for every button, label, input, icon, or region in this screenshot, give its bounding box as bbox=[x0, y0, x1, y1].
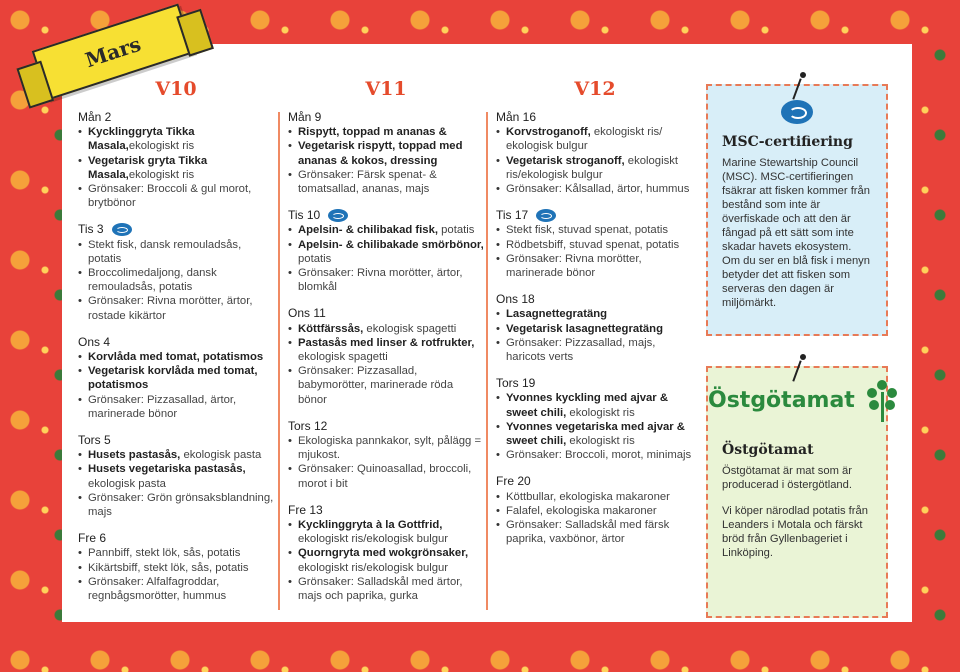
dish-item bbox=[78, 238, 274, 266]
dish-item bbox=[78, 561, 274, 575]
day-header bbox=[288, 110, 484, 124]
dish-item bbox=[496, 252, 694, 280]
day-header bbox=[496, 474, 694, 488]
day-name: Tors 12 bbox=[288, 418, 328, 433]
dish-list bbox=[288, 518, 484, 603]
dish-detail: Grönsaker: Alfalfagroddar, regnbågsmorötter, hummus bbox=[88, 575, 227, 603]
ostgotamat-logo bbox=[708, 378, 886, 422]
day-block bbox=[288, 110, 484, 196]
day-name: Fre 20 bbox=[496, 474, 531, 489]
dish-detail: Falafel, ekologiska makaroner bbox=[506, 504, 657, 517]
dish-item bbox=[78, 182, 274, 210]
dish-item bbox=[496, 448, 694, 462]
msc-info-card bbox=[706, 84, 888, 336]
dish-item bbox=[496, 322, 694, 336]
dish-detail: ekologisk spagetti bbox=[363, 322, 457, 335]
tree-icon bbox=[863, 378, 886, 422]
day-name: Fre 6 bbox=[78, 531, 107, 546]
dish-item bbox=[288, 364, 484, 407]
dish-item bbox=[288, 462, 484, 490]
dish-item bbox=[78, 266, 274, 294]
day-name: Tors 19 bbox=[496, 376, 536, 391]
dish-main: Vegetarisk gryta Tikka Masala, bbox=[88, 154, 208, 181]
dish-item bbox=[78, 294, 274, 322]
day-header bbox=[496, 376, 694, 390]
msc-fish-icon bbox=[781, 100, 813, 124]
ostgotamat-text-2: Vi köper närodlad potatis från Leanders i Motala och färskt bröd från Gyllenbageriet i Linköping. bbox=[722, 505, 868, 559]
dish-list bbox=[288, 322, 484, 407]
dish-detail: potatis bbox=[298, 252, 332, 265]
dish-item bbox=[496, 154, 694, 182]
dish-detail: ekologisk spagetti bbox=[298, 351, 388, 364]
pin-icon bbox=[800, 72, 806, 78]
dish-detail: Grönsaker: Quinoasallad, broccoli, morot i bit bbox=[298, 463, 472, 490]
day-header bbox=[78, 222, 274, 236]
dish-item bbox=[288, 546, 484, 574]
week-title: V10 bbox=[155, 78, 197, 100]
dish-item bbox=[496, 391, 694, 419]
dish-detail: ekologiskt ris/ ekologisk bulgur bbox=[506, 126, 663, 153]
dish-main: Vegetarisk stroganoff, bbox=[506, 154, 625, 167]
dish-detail: Grönsaker: Färsk spenat- & tomatsallad, ananas, majs bbox=[298, 168, 437, 196]
dish-item bbox=[78, 462, 274, 490]
msc-fish-icon bbox=[112, 223, 132, 236]
dish-main: Korvlåda med tomat, potatismos bbox=[88, 351, 264, 364]
dish-list bbox=[78, 546, 274, 603]
dish-list bbox=[288, 434, 484, 491]
dish-list bbox=[496, 125, 694, 196]
day-header bbox=[78, 335, 274, 349]
ostgotamat-info-card bbox=[706, 366, 888, 618]
dish-main: Husets pastasås, bbox=[88, 449, 181, 462]
day-name: Tis 17 bbox=[496, 208, 529, 223]
ostgotamat-brand: Östgötamat bbox=[708, 387, 855, 413]
pin-icon bbox=[800, 354, 806, 360]
dish-detail: Grönsaker: Broccoli & gul morot, brytbönor bbox=[88, 183, 252, 210]
dish-main: Apelsin- & chilibakade smörbönor, bbox=[298, 238, 484, 251]
dish-detail: ekologisk pasta bbox=[180, 449, 262, 462]
dish-item bbox=[496, 238, 694, 252]
dish-main: Pastasås med linser & rotfrukter, bbox=[298, 336, 475, 349]
ostgotamat-text-1: Östgötamat är mat som är producerad i östergötland. bbox=[722, 465, 852, 491]
day-name: Tors 5 bbox=[78, 433, 111, 448]
dish-main: Kycklinggryta Tikka Masala, bbox=[88, 126, 195, 153]
dish-item bbox=[496, 504, 694, 518]
dish-main: Kycklinggryta à la Gottfrid, bbox=[298, 519, 443, 532]
dish-main: Yvonnes kyckling med ajvar & sweet chili, bbox=[506, 392, 668, 419]
dish-detail: Broccolimedaljong, dansk remouladsås, potatis bbox=[88, 267, 217, 294]
dish-main: Vegetarisk rispytt, toppad med ananas & kokos, dressing bbox=[298, 140, 463, 167]
day-name: Fre 13 bbox=[288, 502, 323, 517]
dish-item bbox=[288, 223, 484, 237]
msc-fish-icon bbox=[536, 209, 556, 222]
dish-main: Husets vegetariska pastasås, bbox=[88, 463, 246, 476]
dish-list bbox=[496, 490, 694, 547]
dish-main: Köttfärssås, bbox=[298, 322, 364, 335]
dish-detail: ekologiskt ris bbox=[128, 168, 195, 181]
day-name: Mån 9 bbox=[288, 110, 322, 124]
dish-item bbox=[78, 154, 274, 182]
dish-detail: potatis bbox=[438, 224, 475, 237]
dish-item bbox=[288, 139, 484, 167]
dish-detail: Pannbiff, stekt lök, sås, potatis bbox=[88, 547, 241, 560]
day-block bbox=[496, 376, 694, 462]
dish-item bbox=[288, 238, 484, 266]
day-header bbox=[288, 306, 484, 320]
dish-detail: ekologiskt ris/ekologisk bulgur bbox=[298, 533, 449, 546]
dish-detail: Grönsaker: Pizzasallad, ärtor, marinerade bönor bbox=[88, 393, 237, 420]
day-header bbox=[288, 503, 484, 517]
day-header bbox=[78, 110, 274, 124]
dish-list bbox=[288, 223, 484, 294]
dish-item bbox=[288, 336, 484, 364]
week-days bbox=[496, 110, 694, 558]
dish-detail: Grönsaker: Broccoli, morot, minimajs bbox=[506, 449, 692, 462]
dish-detail: Kikärtsbiff, stekt lök, sås, potatis bbox=[88, 561, 249, 574]
dish-main: Quorngryta med wokgrönsaker, bbox=[298, 547, 469, 560]
day-header bbox=[288, 419, 484, 433]
dish-item bbox=[288, 125, 484, 139]
day-header bbox=[496, 292, 694, 306]
dish-list bbox=[78, 125, 274, 210]
msc-fish-icon bbox=[328, 209, 348, 222]
dish-item bbox=[78, 350, 274, 364]
day-block bbox=[78, 433, 274, 519]
week-title: V11 bbox=[365, 78, 407, 100]
day-header bbox=[496, 208, 694, 222]
msc-card-title: MSC-certifiering bbox=[722, 134, 853, 150]
dish-item bbox=[288, 575, 484, 603]
day-name: Ons 4 bbox=[78, 334, 111, 349]
dish-item bbox=[78, 546, 274, 560]
dish-detail: ekologiskt ris/ekologisk bulgur bbox=[506, 154, 679, 181]
dish-detail: ekologiskt ris bbox=[128, 140, 195, 153]
dish-detail: Grönsaker: Pizzasallad, babymorötter, marinerade röda bönor bbox=[298, 365, 454, 406]
dish-main: Korvstroganoff, bbox=[506, 126, 591, 139]
dish-detail: Stekt fisk, stuvad spenat, potatis bbox=[506, 224, 669, 237]
dish-item bbox=[288, 168, 484, 196]
day-block bbox=[288, 208, 484, 294]
column-divider bbox=[278, 112, 280, 610]
dish-detail: Grönsaker: Grön grönsaksblandning, majs bbox=[88, 491, 274, 519]
dish-list bbox=[496, 307, 694, 364]
dish-detail: ekologiskt ris/ekologisk bulgur bbox=[298, 561, 449, 574]
dish-detail: Rödbetsbiff, stuvad spenat, potatis bbox=[506, 238, 680, 251]
dish-list bbox=[496, 391, 694, 462]
dish-item bbox=[496, 182, 694, 196]
dish-detail: ekologiskt ris bbox=[566, 435, 635, 448]
day-header bbox=[496, 110, 694, 124]
dish-item bbox=[78, 575, 274, 603]
dish-item bbox=[78, 125, 274, 153]
dish-list bbox=[78, 238, 274, 323]
dish-item bbox=[496, 307, 694, 321]
dish-item bbox=[496, 490, 694, 504]
day-block bbox=[496, 474, 694, 546]
dish-item bbox=[496, 518, 694, 546]
dish-list bbox=[496, 223, 694, 280]
week-title: V12 bbox=[574, 78, 616, 100]
day-block bbox=[496, 292, 694, 364]
dish-main: Apelsin- & chilibakad fisk, bbox=[298, 224, 438, 237]
msc-card-text: Marine Stewartship Council (MSC). MSC-certifieringen fsäkrar att fisken kommer från bestånd som inte är överfiskade och att den är fångad på ett sätt som inte skadar havets ekosystem. Om du ser en blå fisk i menyn betyder det att fisken som serveras den dagen är miljömärkt. bbox=[722, 157, 870, 309]
day-block bbox=[78, 335, 274, 421]
dish-item bbox=[288, 434, 484, 462]
week-days bbox=[288, 110, 484, 615]
dish-main: Vegetarisk korvlåda med tomat, potatismos bbox=[88, 365, 258, 392]
day-block bbox=[288, 419, 484, 491]
dish-main: Vegetarisk lasagnettegratäng bbox=[506, 322, 663, 335]
dish-detail: Grönsaker: Kålsallad, ärtor, hummus bbox=[506, 183, 690, 196]
day-name: Ons 11 bbox=[288, 306, 326, 321]
dish-main: Rispytt, toppad m ananas & bbox=[298, 126, 447, 139]
dish-item bbox=[288, 322, 484, 336]
dish-detail: Grönsaker: Salladskål med ärtor, majs och paprika, gurka bbox=[298, 575, 463, 603]
dish-list bbox=[78, 350, 274, 421]
day-name: Mån 16 bbox=[496, 110, 537, 124]
dish-detail: Grönsaker: Rivna morötter, marinerade bönor bbox=[506, 252, 642, 280]
day-block bbox=[288, 503, 484, 603]
day-header bbox=[78, 531, 274, 545]
ostgotamat-card-title: Östgötamat bbox=[722, 442, 814, 458]
dish-detail: Ekologiska pannkakor, sylt, pålägg = mjukost. bbox=[298, 435, 482, 462]
dish-detail: Grönsaker: Pizzasallad, majs, haricots verts bbox=[506, 336, 656, 364]
dish-main: Lasagnettegratäng bbox=[506, 308, 608, 321]
day-header bbox=[288, 208, 484, 222]
dish-item bbox=[288, 266, 484, 294]
dish-item bbox=[496, 336, 694, 364]
dish-main: Yvonnes vegetariska med ajvar & sweet chili, bbox=[506, 420, 685, 448]
dish-item bbox=[78, 491, 274, 519]
week-days bbox=[78, 110, 274, 615]
day-block bbox=[496, 110, 694, 196]
dish-item bbox=[496, 223, 694, 237]
day-block bbox=[78, 222, 274, 322]
dish-item bbox=[496, 125, 694, 153]
dish-detail: Grönsaker: Rivna morötter, ärtor, blomkål bbox=[298, 267, 463, 294]
day-block bbox=[496, 208, 694, 280]
dish-item bbox=[496, 420, 694, 448]
dish-item bbox=[78, 364, 274, 392]
dish-detail: ekologiskt ris bbox=[566, 406, 635, 419]
dish-detail: Grönsaker: Salladskål med färsk paprika, vaxbönor, ärtor bbox=[506, 519, 670, 546]
dish-detail: ekologisk pasta bbox=[88, 477, 166, 490]
dish-detail: Grönsaker: Rivna morötter, ärtor, rostade kikärtor bbox=[88, 295, 253, 322]
dish-detail: Köttbullar, ekologiska makaroner bbox=[506, 490, 670, 503]
dish-item bbox=[288, 518, 484, 546]
day-block bbox=[78, 110, 274, 210]
dish-list bbox=[78, 448, 274, 519]
day-name: Tis 10 bbox=[288, 208, 321, 223]
month-title: Mars bbox=[82, 31, 144, 73]
day-block bbox=[78, 531, 274, 603]
dish-detail: Stekt fisk, dansk remouladsås, potatis bbox=[88, 238, 242, 265]
dish-item bbox=[78, 448, 274, 462]
column-divider bbox=[486, 112, 488, 610]
day-name: Mån 2 bbox=[78, 110, 112, 124]
day-name: Tis 3 bbox=[78, 222, 104, 237]
dish-list bbox=[288, 125, 484, 196]
day-block bbox=[288, 306, 484, 406]
dish-item bbox=[78, 393, 274, 421]
day-header bbox=[78, 433, 274, 447]
day-name: Ons 18 bbox=[496, 292, 535, 307]
